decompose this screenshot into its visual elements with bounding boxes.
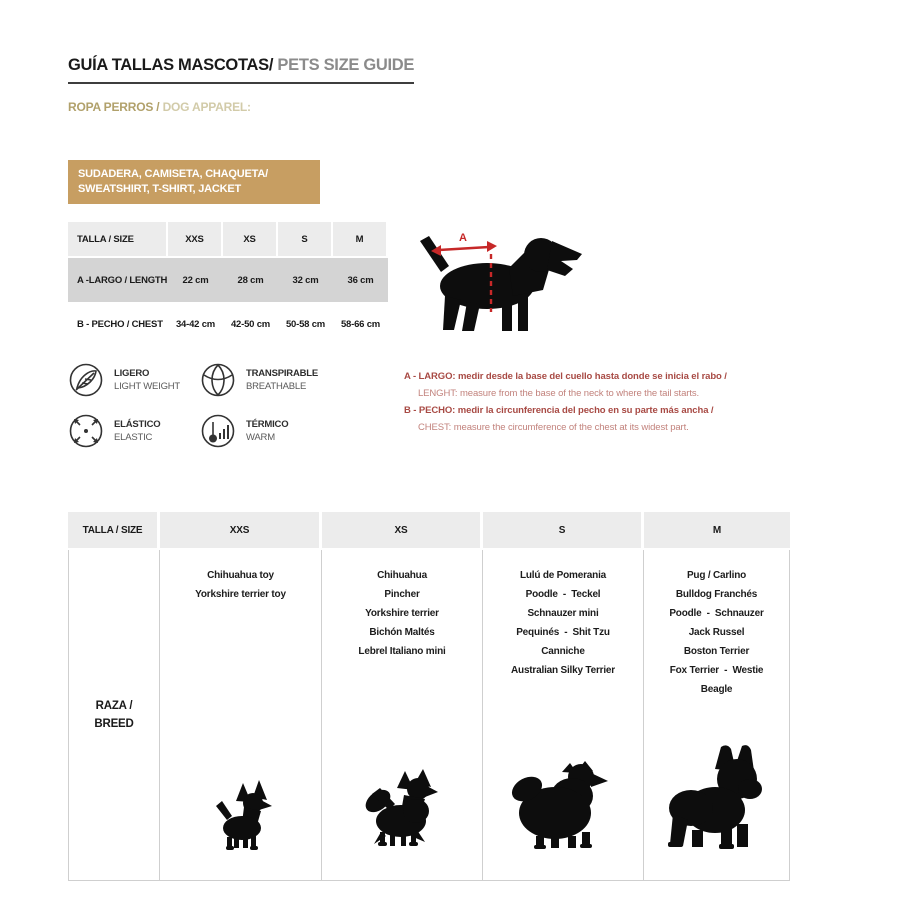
breathable-icon — [200, 362, 236, 398]
breed-item: Chihuahua — [377, 570, 427, 581]
breed-item: Beagle — [700, 684, 733, 695]
elastic-icon — [68, 413, 104, 449]
chest-m-value: 58-66 cm — [333, 302, 388, 346]
breed-item: Poodle - Teckel — [525, 589, 601, 600]
breed-table-body — [68, 550, 790, 881]
breed-row-label-en: BREED — [94, 718, 134, 730]
breed-column-s — [483, 550, 644, 880]
length-m-value: 36 cm — [333, 258, 388, 302]
feature-thermal — [200, 413, 288, 449]
breed-header-xs: XS — [322, 512, 480, 548]
page-title-es: GUÍA TALLAS MASCOTAS/ — [68, 56, 274, 74]
chest-s-value: 50-58 cm — [278, 302, 333, 346]
length-xxs-value: 22 cm — [168, 258, 223, 302]
breed-item: Boston Terrier — [683, 646, 750, 657]
breed-row-label-es: RAZA / — [95, 699, 133, 712]
chihuahua-silhouette-icon — [209, 778, 273, 850]
breed-column-xs — [322, 550, 483, 880]
breed-header-s: S — [483, 512, 641, 548]
garment-category-badge — [68, 160, 320, 204]
chest-xs-value: 42-50 cm — [223, 302, 278, 346]
size-table-header-xxs: XXS — [168, 222, 221, 256]
thermometer-icon — [200, 413, 236, 449]
breed-item: Pug / Carlino — [686, 570, 747, 581]
feather-icon — [68, 362, 104, 398]
breed-item: Lulú de Pomerania — [519, 570, 607, 581]
french-bulldog-silhouette-icon — [658, 744, 776, 850]
breed-table-header-row — [68, 512, 790, 548]
badge-line-es: SUDADERA, CAMISETA, CHAQUETA/ — [78, 168, 268, 180]
feature-lightweight — [68, 362, 180, 398]
breed-item: Australian Silky Terrier — [511, 665, 615, 676]
length-label-a: A — [459, 232, 467, 244]
measurement-diagram — [415, 224, 585, 334]
feature-label-es: LIGERO — [114, 367, 150, 379]
feature-label-en: ELASTIC — [114, 432, 153, 443]
breed-column-m — [644, 550, 790, 880]
breed-item: Bichón Maltés — [369, 627, 435, 638]
measuring-instructions — [404, 368, 727, 436]
chest-xxs-value: 34-42 cm — [168, 302, 223, 346]
breed-item: Canniche — [541, 646, 585, 657]
breed-item: Yorkshire terrier — [365, 608, 439, 619]
note-a-es: medir desde la base del cuello hasta donde se inicia el rabo / — [455, 371, 727, 382]
note-b-es: medir la circunferencia del pecho en su parte más ancha / — [455, 405, 714, 416]
badge-line-en: SWEATSHIRT, T-SHIRT, JACKET — [78, 182, 242, 195]
breed-item: Pequinés - Shit Tzu — [516, 627, 610, 638]
size-table-header-s: S — [278, 222, 331, 256]
size-table-length-row — [68, 258, 388, 302]
breed-item: Chihuahua toy — [207, 570, 274, 581]
feature-label-es: TÉRMICO — [246, 418, 289, 430]
size-table-header-row — [68, 222, 388, 256]
feature-elastic — [68, 413, 160, 449]
length-s-value: 32 cm — [278, 258, 333, 302]
subtitle-es: ROPA PERROS / — [68, 100, 163, 114]
note-a-label: A - LARGO: — [404, 371, 456, 382]
length-xs-value: 28 cm — [223, 258, 278, 302]
size-table-chest-row — [68, 302, 388, 346]
size-measurements-table — [68, 222, 388, 346]
breed-item: Schnauzer mini — [527, 608, 599, 619]
breed-item: Jack Russel — [688, 627, 745, 638]
breed-header-m: M — [644, 512, 790, 548]
pomeranian-silhouette-icon — [508, 754, 618, 850]
size-table-header-m: M — [333, 222, 386, 256]
breed-item: Yorkshire terrier toy — [195, 589, 286, 600]
breed-item: Lebrel Italiano mini — [358, 646, 446, 657]
page-title — [68, 56, 414, 84]
breed-header-xxs: XXS — [160, 512, 319, 548]
note-a-en: LENGHT: measure from the base of the neck to where the tail starts. — [418, 388, 700, 399]
breed-header-label: TALLA / SIZE — [68, 512, 157, 548]
feature-label-en: WARM — [246, 432, 275, 443]
feature-label-es: ELÁSTICO — [114, 418, 161, 430]
breed-item: Pincher — [384, 589, 420, 600]
feature-breathable — [200, 362, 318, 398]
section-subtitle — [68, 100, 251, 114]
breed-item: Fox Terrier - Westie — [669, 665, 764, 676]
chest-row-label: B - PECHO / CHEST — [68, 302, 168, 346]
size-table-header-label: TALLA / SIZE — [68, 222, 166, 256]
breed-row-label — [68, 550, 160, 880]
feature-label-es: TRANSPIRABLE — [246, 367, 319, 379]
note-b-en: CHEST: measure the circumference of the chest at its widest part. — [418, 422, 689, 433]
length-row-label: A -LARGO / LENGTH — [68, 258, 168, 302]
page-title-en: PETS SIZE GUIDE — [273, 56, 415, 74]
breed-item: Bulldog Franchés — [675, 589, 758, 600]
breed-column-xxs — [160, 550, 322, 880]
breed-table — [68, 512, 790, 881]
note-b-label: B - PECHO: — [404, 405, 456, 416]
subtitle-en: DOG APPAREL: — [162, 100, 251, 114]
feature-label-en: BREATHABLE — [246, 381, 307, 392]
longhair-chihuahua-silhouette-icon — [359, 768, 445, 850]
size-table-header-xs: XS — [223, 222, 276, 256]
feature-label-en: LIGHT WEIGHT — [114, 381, 181, 392]
labrador-silhouette-icon — [415, 224, 585, 334]
breed-item: Poodle - Schnauzer — [669, 608, 764, 619]
